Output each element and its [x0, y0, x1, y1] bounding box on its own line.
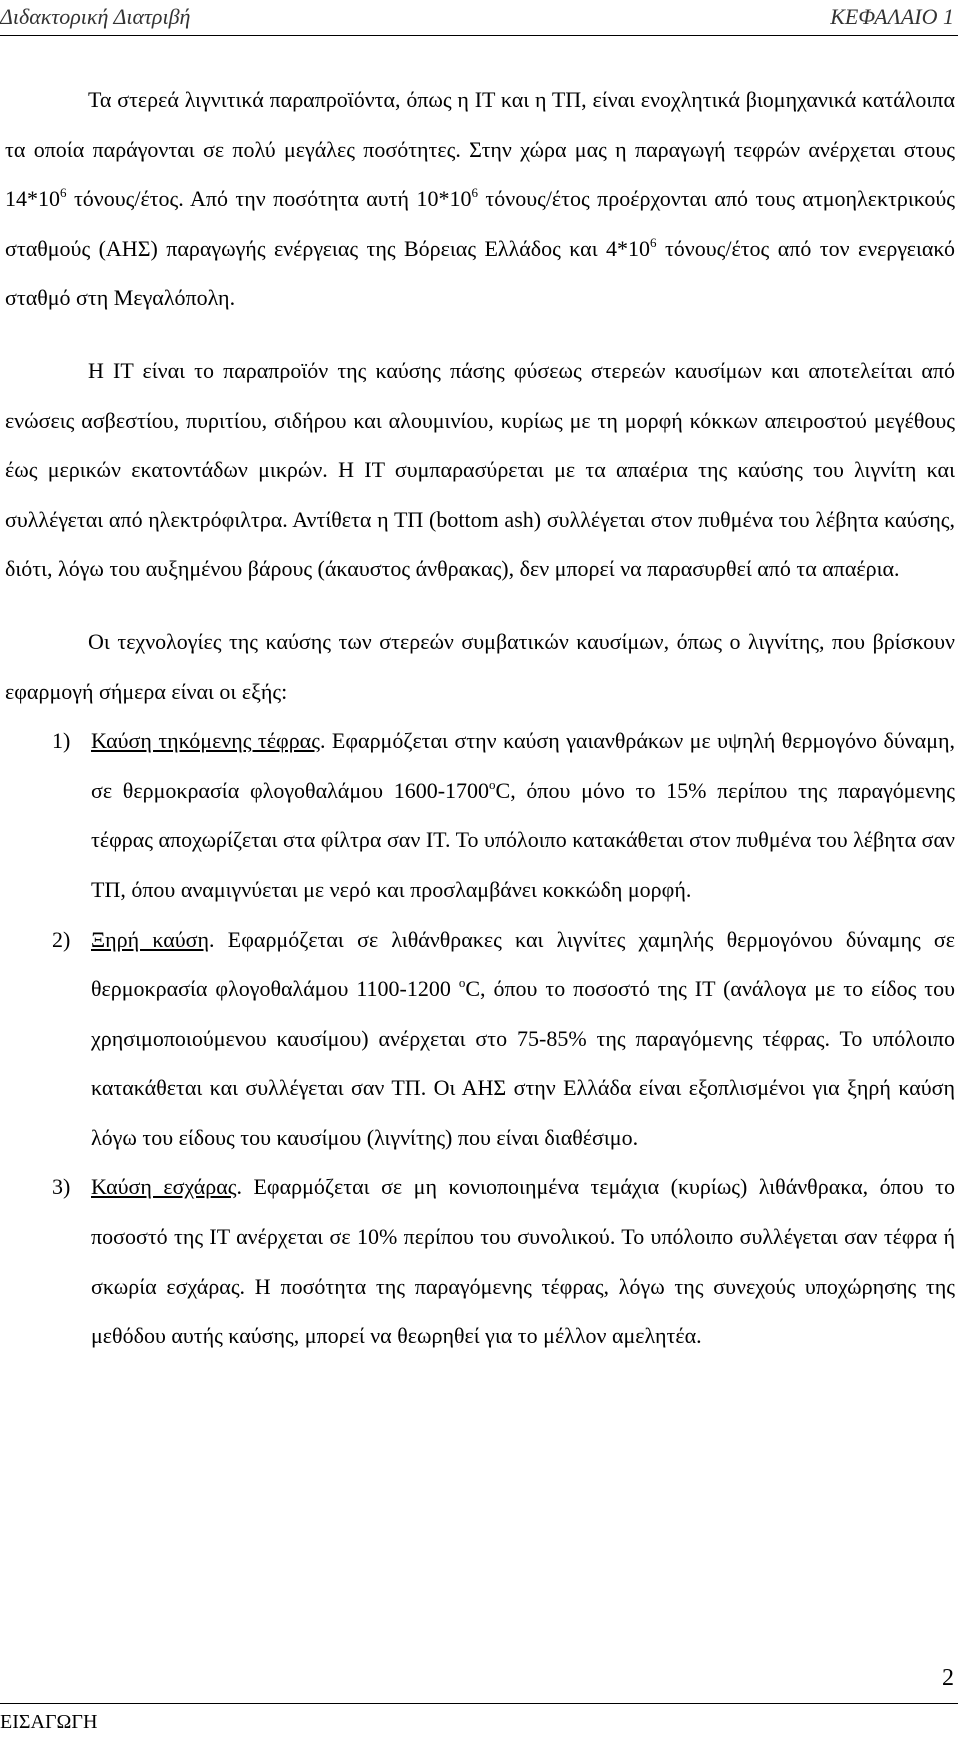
list-item-title: Καύση τηκόμενης τέφρας [91, 728, 320, 754]
list-item: 3) Καύση εσχάρας. Εφαρμόζεται σε μη κονιοποιημένα τεμάχια (κυρίως) λιθάνθρακα, όπου το ποσοστό της ΙΤ ανέρχεται σε 10% περίπου του συνολικού. Το υπόλοιπο συλλέγεται σαν τέφρα ή σκωρία εσχάρας. Η ποσότητα της παραγόμενης τέφρας, λόγω της συνεχούς υποχώρησης της μεθόδου αυτής καύσης, μπορεί να θεωρηθεί για το μέλλον αμελητέα. [5, 1162, 955, 1360]
header-chapter: ΚΕΦΑΛΑΙΟ 1 [830, 4, 954, 29]
list-item: 1) Καύση τηκόμενης τέφρας. Εφαρμόζεται στην καύση γαιανθράκων με υψηλή θερμογόνο δύναμη, σε θερμοκρασία φλογοθαλάμου 1600-1700$^o$C, όπου μόνο το 15% περίπου της παραγόμενης τέφρας αποχωρίζεται στα φίλτρα σαν ΙΤ. Το υπόλοιπο κατακάθεται στον πυθμένα του λέβητα σαν ΤΠ, όπου αναμιγνύεται με νερό και προσλαμβάνει κοκκώδη μορφή. [5, 716, 955, 914]
list-item: 2) Ξηρή καύση. Εφαρμόζεται σε λιθάνθρακες και λιγνίτες χαμηλής θερμογόνου δύναμης σε θερμοκρασία φλογοθαλάμου 1100-1200 $^o$C, όπου το ποσοστό της ΙΤ (ανάλογα με το είδος του χρησιμοποιούμενου καυσίμου) ανέρχεται στο 75-85% της παραγόμενης τέφρας. Το υπόλοιπο κατακάθεται και συλλέγεται σαν ΤΠ. Οι ΑΗΣ στην Ελλάδα είναι εξοπλισμένοι για ξηρή καύση λόγω του είδους του καυσίμου (λιγνίτης) που είναι διαθέσιμο. [5, 915, 955, 1163]
page-number: 2 [942, 1665, 954, 1691]
list-item-title: Καύση εσχάρας [91, 1174, 237, 1200]
footer-section-label: ΕΙΣΑΓΩΓΗ [0, 1711, 98, 1733]
footer-divider [0, 1703, 958, 1704]
list-item-number: 1) [52, 728, 71, 754]
header-thesis-title: Διδακτορική Διατριβή [0, 4, 191, 29]
paragraph-ash-byproducts: Τα στερεά λιγνιτικά παραπροϊόντα, όπως η ΙΤ και η ΤΠ, είναι ενοχλητικά βιομηχανικά κατάλοιπα τα οποία παράγονται σε πολύ μεγάλες ποσότητες. Στην χώρα μας η παραγωγή τεφρών ανέρχεται στους $14*10^6$ τόνους/έτος. Από την ποσότητα αυτή $10*10^6$ τόνους/έτος προέρχονται από τους ατμοηλεκτρικούς σταθμούς (ΑΗΣ) παραγωγής ενέργειας της Βόρειας Ελλάδος και $4*10^6$ τόνους/έτος από τον ενεργειακό σταθμό στη Μεγαλόπολη. [5, 87, 955, 311]
header-divider [0, 35, 958, 36]
page-body [5, 75, 955, 1361]
paragraph-fly-ash: Η ΙΤ είναι το παραπροϊόν της καύσης πάσης φύσεως στερεών καυσίμων και αποτελείται από ενώσεις ασβεστίου, πυριτίου, σιδήρου και αλουμινίου, κυρίως με τη μορφή κόκκων απειροστού μεγέθους έως μερικών εκατοντάδων μικρών. Η ΙΤ συμπαρασύρεται με τα απαέρια της καύσης του λιγνίτη και συλλέγεται από ηλεκτρόφιλτρα. Αντίθετα η ΤΠ (bottom ash) συλλέγεται στον πυθμένα του λέβητα καύσης, διότι, λόγω του αυξημένου βάρους (άκαυστος άνθρακας), δεν μπορεί να παρασυρθεί από τα απαέρια. [5, 357, 955, 582]
combustion-technologies-list [5, 716, 955, 1361]
list-item-number: 3) [52, 1174, 71, 1200]
list-item-number: 2) [52, 926, 71, 952]
list-item-title: Ξηρή καύση [91, 926, 210, 952]
paragraph-combustion-technologies: Οι τεχνολογίες της καύσης των στερεών συμβατικών καυσίμων, όπως ο λιγνίτης, που βρίσκουν εφαρμογή σήμερα είναι οι εξής: [5, 628, 955, 704]
